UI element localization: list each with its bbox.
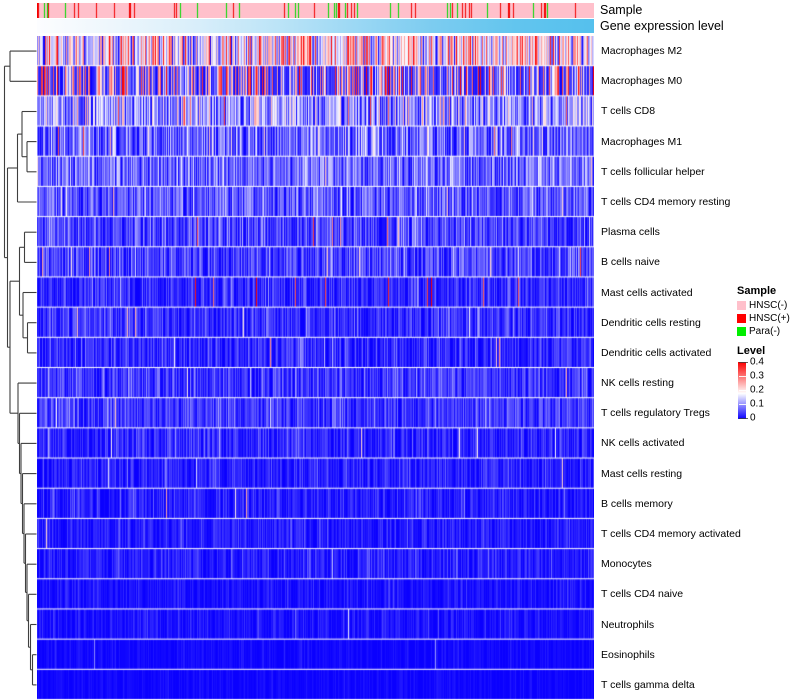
legend-entry-hnsc-pos: [737, 312, 799, 325]
level-tick-03: [739, 376, 748, 377]
gene-expression-track: [37, 19, 594, 33]
row-label: T cells follicular helper: [601, 165, 705, 178]
level-legend: [737, 345, 799, 425]
row-label: Neutrophils: [601, 618, 655, 631]
row-label: T cells CD8: [601, 105, 656, 118]
row-label: T cells gamma delta: [601, 678, 695, 691]
legend-sample-title: Sample: [737, 285, 777, 297]
row-label: T cells regulatory Tregs: [601, 407, 710, 420]
gene-track-label: Gene expression level: [600, 19, 724, 33]
row-label: Macrophages M0: [601, 75, 683, 88]
row-label: Macrophages M1: [601, 135, 683, 148]
row-label: B cells naive: [601, 256, 660, 269]
hnsc-neg-swatch: [737, 301, 746, 310]
row-label: NK cells resting: [601, 377, 674, 390]
heatmap-canvas: [37, 36, 594, 700]
level-tick-label-04: 0.4: [750, 356, 764, 367]
level-tick-label-02: 0.2: [750, 384, 764, 395]
level-tick-04: [739, 362, 748, 363]
row-label: NK cells activated: [601, 437, 685, 450]
para-neg-label: Para(-): [749, 325, 781, 337]
row-label: T cells CD4 naive: [601, 588, 684, 601]
row-label: Macrophages M2: [601, 45, 683, 58]
level-tick-label-03: 0.3: [750, 370, 764, 381]
para-neg-swatch: [737, 327, 746, 336]
row-label: Plasma cells: [601, 226, 660, 239]
legend-entry-para-neg: [737, 325, 799, 338]
sample-track-label: Sample: [600, 3, 643, 17]
sample-annotation-track: [37, 3, 594, 18]
row-label: Eosinophils: [601, 648, 655, 661]
row-label: Mast cells activated: [601, 286, 693, 299]
legend-level-title: Level: [737, 344, 766, 357]
level-tick-01: [739, 404, 748, 405]
level-tick-00: [739, 418, 748, 419]
row-dendrogram: [0, 0, 37, 700]
row-label: B cells memory: [601, 497, 673, 510]
level-tick-02: [739, 390, 748, 391]
row-label: Mast cells resting: [601, 467, 683, 480]
legend: [737, 285, 799, 425]
row-label: Dendritic cells resting: [601, 316, 701, 329]
level-tick-label-00: 0: [750, 412, 756, 423]
hnsc-pos-label: HNSC(+): [749, 312, 790, 324]
row-label: T cells CD4 memory resting: [601, 196, 731, 208]
level-tick-label-01: 0.1: [750, 398, 764, 409]
row-label: Dendritic cells activated: [601, 346, 712, 359]
row-label: Monocytes: [601, 558, 652, 571]
hnsc-neg-label: HNSC(-): [749, 299, 788, 311]
legend-entry-hnsc-neg: [737, 299, 799, 312]
hnsc-pos-swatch: [737, 314, 746, 323]
row-label: T cells CD4 memory activated: [601, 528, 741, 540]
